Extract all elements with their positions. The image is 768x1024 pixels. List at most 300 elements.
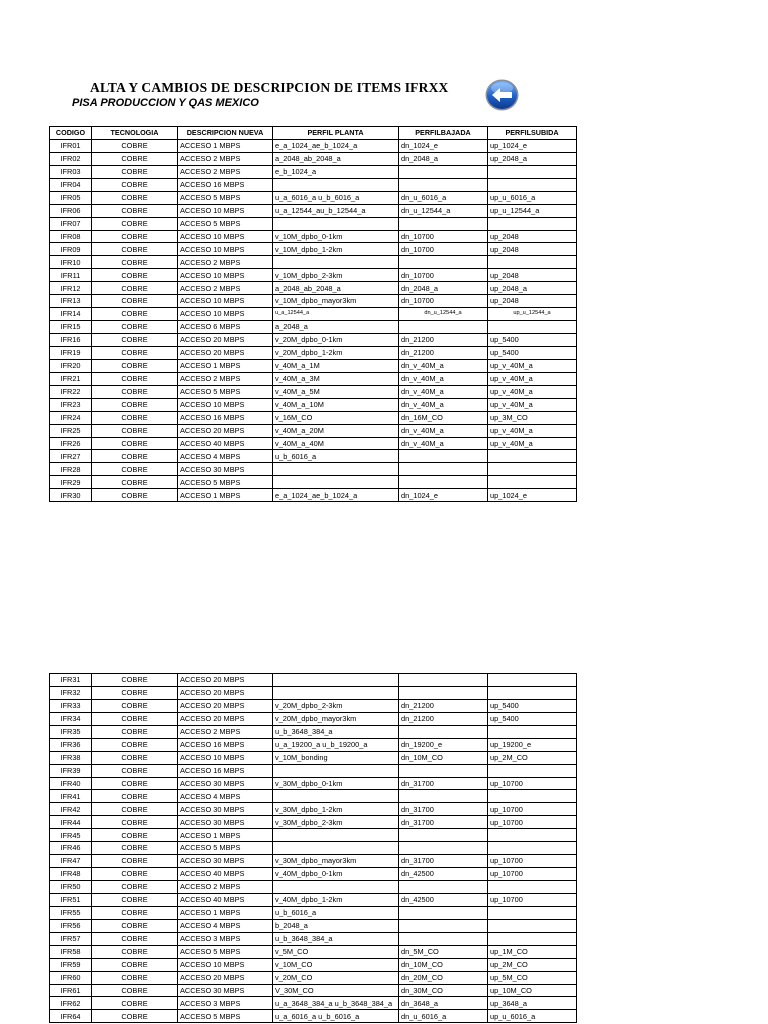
cell-codigo: IFR40 [50,777,92,790]
cell-tecnologia: COBRE [92,881,178,894]
cell-descripcion: ACCESO 10 MBPS [178,958,273,971]
cell-tecnologia: COBRE [92,411,178,424]
cell-perfil-planta: u_b_6016_a [273,450,399,463]
cell-perfil-planta [273,842,399,855]
cell-descripcion: ACCESO 6 MBPS [178,321,273,334]
table-row [50,398,577,411]
cell-tecnologia: COBRE [92,191,178,204]
cell-descripcion: ACCESO 4 MBPS [178,790,273,803]
cell-perfil-bajada: dn_21200 [399,334,488,347]
cell-tecnologia: COBRE [92,230,178,243]
cell-perfil-planta: e_b_1024_a [273,165,399,178]
cell-perfil-bajada [399,842,488,855]
cell-descripcion: ACCESO 3 MBPS [178,932,273,945]
cell-descripcion: ACCESO 3 MBPS [178,997,273,1010]
cell-descripcion: ACCESO 10 MBPS [178,295,273,308]
cell-perfil-bajada: dn_31700 [399,816,488,829]
cell-perfil-subida [488,476,577,489]
cell-perfil-bajada [399,165,488,178]
cell-perfil-subida: up_3648_a [488,997,577,1010]
cell-perfil-planta: v_20M_CO [273,971,399,984]
cell-perfil-planta: v_20M_dpbo_1-2km [273,346,399,359]
cell-tecnologia: COBRE [92,816,178,829]
cell-perfil-subida: up_2048 [488,269,577,282]
cell-perfil-planta: v_5M_CO [273,945,399,958]
cell-perfil-planta [273,686,399,699]
cell-descripcion: ACCESO 30 MBPS [178,463,273,476]
cell-tecnologia: COBRE [92,295,178,308]
cell-codigo: IFR25 [50,424,92,437]
table-row [50,725,577,738]
cell-perfil-bajada: dn_10700 [399,243,488,256]
table-row [50,243,577,256]
cell-descripcion: ACCESO 20 MBPS [178,699,273,712]
cell-perfil-planta: u_a_12544_au_b_12544_a [273,204,399,217]
table-row [50,855,577,868]
cell-perfil-subida [488,450,577,463]
table-row [50,790,577,803]
cell-codigo: IFR45 [50,829,92,842]
cell-tecnologia: COBRE [92,686,178,699]
cell-codigo: IFR27 [50,450,92,463]
cell-perfil-bajada: dn_2048_a [399,282,488,295]
cell-tecnologia: COBRE [92,165,178,178]
cell-perfil-subida: up_10700 [488,893,577,906]
cell-perfil-planta: v_10M_dpbo_0-1km [273,230,399,243]
cell-descripcion: ACCESO 2 MBPS [178,881,273,894]
cell-perfil-bajada [399,725,488,738]
cell-perfil-planta: v_30M_dpbo_0-1km [273,777,399,790]
table-row [50,919,577,932]
cell-tecnologia: COBRE [92,699,178,712]
cell-codigo: IFR47 [50,855,92,868]
table-row [50,165,577,178]
cell-perfil-bajada [399,881,488,894]
back-button[interactable] [484,78,520,112]
cell-perfil-bajada: dn_v_40M_a [399,372,488,385]
cell-tecnologia: COBRE [92,450,178,463]
cell-perfil-planta: v_40M_a_5M [273,385,399,398]
cell-perfil-bajada: dn_u_6016_a [399,1010,488,1023]
cell-codigo: IFR19 [50,346,92,359]
cell-codigo: IFR05 [50,191,92,204]
back-arrow-icon [484,78,520,112]
cell-perfil-planta: u_a_3648_384_a u_b_3648_384_a [273,997,399,1010]
cell-descripcion: ACCESO 2 MBPS [178,152,273,165]
cell-descripcion: ACCESO 30 MBPS [178,777,273,790]
cell-perfil-subida: up_2048 [488,230,577,243]
cell-perfil-planta [273,764,399,777]
cell-descripcion: ACCESO 10 MBPS [178,204,273,217]
cell-perfil-planta: v_10M_dpbo_2-3km [273,269,399,282]
cell-descripcion: ACCESO 40 MBPS [178,437,273,450]
cell-tecnologia: COBRE [92,269,178,282]
cell-descripcion: ACCESO 1 MBPS [178,906,273,919]
cell-perfil-planta [273,790,399,803]
cell-perfil-subida: up_2048_a [488,152,577,165]
cell-perfil-subida [488,764,577,777]
cell-tecnologia: COBRE [92,751,178,764]
cell-descripcion: ACCESO 20 MBPS [178,674,273,687]
cell-descripcion: ACCESO 5 MBPS [178,1010,273,1023]
header-perfil-planta: PERFIL PLANTA [273,127,399,140]
cell-tecnologia: COBRE [92,945,178,958]
cell-descripcion: ACCESO 30 MBPS [178,984,273,997]
cell-codigo: IFR33 [50,699,92,712]
cell-perfil-subida [488,165,577,178]
cell-perfil-subida: up_v_40M_a [488,398,577,411]
cell-perfil-bajada: dn_21200 [399,699,488,712]
cell-perfil-subida: up_u_12544_a [488,204,577,217]
cell-tecnologia: COBRE [92,489,178,502]
cell-codigo: IFR09 [50,243,92,256]
table-row [50,803,577,816]
cell-descripcion: ACCESO 20 MBPS [178,712,273,725]
cell-descripcion: ACCESO 20 MBPS [178,971,273,984]
cell-perfil-bajada: dn_u_6016_a [399,191,488,204]
table-row [50,424,577,437]
table-row [50,437,577,450]
cell-descripcion: ACCESO 10 MBPS [178,269,273,282]
cell-perfil-planta: v_30M_dpbo_mayor3km [273,855,399,868]
cell-tecnologia: COBRE [92,139,178,152]
cell-descripcion: ACCESO 5 MBPS [178,842,273,855]
cell-tecnologia: COBRE [92,919,178,932]
cell-tecnologia: COBRE [92,777,178,790]
cell-perfil-bajada: dn_u_12544_a [399,308,488,321]
document-subtitle: PISA PRODUCCION Y QAS MEXICO [72,97,259,109]
cell-tecnologia: COBRE [92,437,178,450]
cell-perfil-bajada: dn_31700 [399,855,488,868]
cell-perfil-subida [488,932,577,945]
cell-perfil-bajada: dn_v_40M_a [399,424,488,437]
cell-codigo: IFR07 [50,217,92,230]
cell-descripcion: ACCESO 5 MBPS [178,945,273,958]
table-row [50,868,577,881]
cell-perfil-planta: v_10M_dpbo_1-2km [273,243,399,256]
cell-perfil-subida [488,790,577,803]
cell-perfil-subida: up_2048_a [488,282,577,295]
cell-tecnologia: COBRE [92,463,178,476]
cell-perfil-subida: up_10700 [488,816,577,829]
cell-perfil-planta [273,178,399,191]
cell-tecnologia: COBRE [92,1010,178,1023]
table-row [50,463,577,476]
cell-descripcion: ACCESO 2 MBPS [178,372,273,385]
cell-tecnologia: COBRE [92,764,178,777]
cell-perfil-bajada [399,829,488,842]
cell-perfil-subida: up_10700 [488,777,577,790]
cell-perfil-bajada: dn_v_40M_a [399,385,488,398]
cell-tecnologia: COBRE [92,217,178,230]
cell-perfil-planta: v_16M_CO [273,411,399,424]
cell-codigo: IFR30 [50,489,92,502]
table-row [50,256,577,269]
cell-codigo: IFR32 [50,686,92,699]
table-row [50,984,577,997]
cell-descripcion: ACCESO 4 MBPS [178,919,273,932]
cell-perfil-subida: up_19200_e [488,738,577,751]
cell-perfil-subida: up_10700 [488,868,577,881]
cell-descripcion: ACCESO 10 MBPS [178,230,273,243]
cell-perfil-planta [273,674,399,687]
cell-perfil-subida: up_5400 [488,346,577,359]
cell-descripcion: ACCESO 2 MBPS [178,256,273,269]
cell-tecnologia: COBRE [92,178,178,191]
cell-perfil-planta: v_40M_a_3M [273,372,399,385]
cell-perfil-bajada: dn_31700 [399,803,488,816]
table-row [50,932,577,945]
table-row [50,191,577,204]
table-row [50,152,577,165]
table-row [50,945,577,958]
cell-perfil-subida: up_v_40M_a [488,424,577,437]
cell-perfil-planta [273,476,399,489]
cell-perfil-planta: v_30M_dpbo_1-2km [273,803,399,816]
cell-perfil-planta: v_10M_bonding [273,751,399,764]
cell-perfil-planta: a_2048_a [273,321,399,334]
cell-tecnologia: COBRE [92,997,178,1010]
cell-tecnologia: COBRE [92,738,178,751]
cell-perfil-planta: v_40M_a_20M [273,424,399,437]
cell-perfil-subida: up_v_40M_a [488,385,577,398]
cell-perfil-subida: up_5400 [488,334,577,347]
cell-codigo: IFR24 [50,411,92,424]
cell-codigo: IFR50 [50,881,92,894]
table-row [50,385,577,398]
table-row [50,334,577,347]
cell-perfil-subida [488,321,577,334]
cell-codigo: IFR23 [50,398,92,411]
table-row [50,958,577,971]
cell-perfil-subida: up_5400 [488,712,577,725]
cell-codigo: IFR14 [50,308,92,321]
table-row [50,712,577,725]
cell-descripcion: ACCESO 2 MBPS [178,282,273,295]
cell-descripcion: ACCESO 40 MBPS [178,868,273,881]
cell-perfil-bajada [399,217,488,230]
table-row [50,997,577,1010]
cell-perfil-planta [273,829,399,842]
cell-descripcion: ACCESO 20 MBPS [178,424,273,437]
table-header-row [50,127,577,140]
cell-tecnologia: COBRE [92,385,178,398]
header-perfil-bajada: PERFILBAJADA [399,127,488,140]
cell-perfil-bajada: dn_10M_CO [399,751,488,764]
cell-perfil-planta: v_20M_dpbo_mayor3km [273,712,399,725]
cell-tecnologia: COBRE [92,282,178,295]
cell-perfil-planta: v_10M_CO [273,958,399,971]
cell-codigo: IFR44 [50,816,92,829]
table-row [50,372,577,385]
cell-tecnologia: COBRE [92,790,178,803]
cell-descripcion: ACCESO 10 MBPS [178,243,273,256]
table-row [50,1010,577,1023]
cell-perfil-subida: up_2M_CO [488,958,577,971]
cell-tecnologia: COBRE [92,321,178,334]
cell-perfil-subida: up_v_40M_a [488,359,577,372]
cell-perfil-bajada: dn_19200_e [399,738,488,751]
table-row [50,308,577,321]
cell-codigo: IFR12 [50,282,92,295]
cell-tecnologia: COBRE [92,398,178,411]
cell-codigo: IFR36 [50,738,92,751]
cell-perfil-planta [273,256,399,269]
cell-descripcion: ACCESO 40 MBPS [178,893,273,906]
cell-tecnologia: COBRE [92,842,178,855]
cell-perfil-subida: up_u_12544_a [488,308,577,321]
table-row [50,139,577,152]
cell-codigo: IFR64 [50,1010,92,1023]
cell-perfil-planta: V_30M_CO [273,984,399,997]
table-row [50,686,577,699]
cell-perfil-planta: u_a_6016_a u_b_6016_a [273,1010,399,1023]
cell-descripcion: ACCESO 5 MBPS [178,476,273,489]
cell-descripcion: ACCESO 1 MBPS [178,359,273,372]
table-row [50,269,577,282]
cell-perfil-planta [273,463,399,476]
cell-perfil-subida [488,842,577,855]
cell-tecnologia: COBRE [92,893,178,906]
cell-descripcion: ACCESO 16 MBPS [178,738,273,751]
cell-codigo: IFR28 [50,463,92,476]
cell-perfil-bajada [399,906,488,919]
cell-descripcion: ACCESO 1 MBPS [178,829,273,842]
cell-perfil-bajada: dn_v_40M_a [399,398,488,411]
cell-codigo: IFR21 [50,372,92,385]
table-row [50,674,577,687]
cell-codigo: IFR51 [50,893,92,906]
cell-perfil-bajada: dn_1024_e [399,139,488,152]
table-row [50,893,577,906]
table-row [50,346,577,359]
cell-perfil-subida [488,256,577,269]
cell-codigo: IFR42 [50,803,92,816]
table-row [50,881,577,894]
header-descripcion: DESCRIPCION NUEVA [178,127,273,140]
cell-codigo: IFR61 [50,984,92,997]
cell-descripcion: ACCESO 10 MBPS [178,751,273,764]
table-row [50,295,577,308]
table-row [50,971,577,984]
cell-codigo: IFR38 [50,751,92,764]
cell-perfil-bajada: dn_42500 [399,868,488,881]
cell-perfil-bajada: dn_10M_CO [399,958,488,971]
cell-descripcion: ACCESO 5 MBPS [178,191,273,204]
cell-descripcion: ACCESO 30 MBPS [178,855,273,868]
cell-perfil-bajada [399,476,488,489]
cell-descripcion: ACCESO 2 MBPS [178,165,273,178]
cell-perfil-planta: v_40M_a_1M [273,359,399,372]
cell-codigo: IFR06 [50,204,92,217]
cell-perfil-subida [488,829,577,842]
table-row [50,178,577,191]
cell-perfil-planta: v_20M_dpbo_2-3km [273,699,399,712]
cell-perfil-subida: up_v_40M_a [488,372,577,385]
header-codigo: CODIGO [50,127,92,140]
cell-descripcion: ACCESO 2 MBPS [178,725,273,738]
document-title: ALTA Y CAMBIOS DE DESCRIPCION DE ITEMS IFRXX [90,80,449,95]
header-perfil-subida: PERFILSUBIDA [488,127,577,140]
cell-perfil-bajada [399,764,488,777]
cell-perfil-bajada: dn_1024_e [399,489,488,502]
cell-perfil-planta: v_30M_dpbo_2-3km [273,816,399,829]
cell-codigo: IFR60 [50,971,92,984]
cell-perfil-bajada: dn_21200 [399,712,488,725]
cell-perfil-subida: up_2048 [488,243,577,256]
cell-perfil-planta [273,217,399,230]
cell-codigo: IFR11 [50,269,92,282]
table-row [50,450,577,463]
cell-perfil-bajada: dn_10700 [399,295,488,308]
table-row [50,217,577,230]
cell-perfil-bajada: dn_5M_CO [399,945,488,958]
cell-tecnologia: COBRE [92,984,178,997]
cell-tecnologia: COBRE [92,334,178,347]
cell-descripcion: ACCESO 30 MBPS [178,816,273,829]
cell-tecnologia: COBRE [92,243,178,256]
cell-perfil-bajada: dn_21200 [399,346,488,359]
cell-tecnologia: COBRE [92,725,178,738]
cell-tecnologia: COBRE [92,958,178,971]
table-row [50,751,577,764]
cell-perfil-planta: v_40M_dpbo_0-1km [273,868,399,881]
cell-perfil-subida: up_v_40M_a [488,437,577,450]
cell-codigo: IFR55 [50,906,92,919]
cell-tecnologia: COBRE [92,152,178,165]
cell-perfil-bajada [399,256,488,269]
cell-perfil-planta: a_2048_ab_2048_a [273,282,399,295]
cell-perfil-bajada: dn_10700 [399,269,488,282]
cell-tecnologia: COBRE [92,803,178,816]
cell-descripcion: ACCESO 10 MBPS [178,308,273,321]
table-row [50,489,577,502]
cell-descripcion: ACCESO 5 MBPS [178,385,273,398]
cell-codigo: IFR57 [50,932,92,945]
table-row [50,699,577,712]
cell-perfil-subida: up_5M_CO [488,971,577,984]
cell-codigo: IFR48 [50,868,92,881]
cell-perfil-subida: up_u_6016_a [488,1010,577,1023]
cell-codigo: IFR13 [50,295,92,308]
cell-perfil-subida [488,217,577,230]
cell-descripcion: ACCESO 20 MBPS [178,686,273,699]
cell-codigo: IFR15 [50,321,92,334]
cell-perfil-subida: up_u_6016_a [488,191,577,204]
cell-perfil-subida: up_2048 [488,295,577,308]
cell-codigo: IFR03 [50,165,92,178]
cell-perfil-subida: up_5400 [488,699,577,712]
cell-tecnologia: COBRE [92,868,178,881]
cell-tecnologia: COBRE [92,829,178,842]
cell-descripcion: ACCESO 5 MBPS [178,217,273,230]
cell-perfil-subida [488,686,577,699]
cell-perfil-bajada: dn_20M_CO [399,971,488,984]
cell-perfil-planta: u_b_3648_384_a [273,725,399,738]
table-row [50,764,577,777]
cell-tecnologia: COBRE [92,308,178,321]
cell-perfil-planta: b_2048_a [273,919,399,932]
cell-perfil-bajada [399,919,488,932]
cell-perfil-bajada [399,790,488,803]
cell-perfil-subida [488,463,577,476]
cell-codigo: IFR58 [50,945,92,958]
cell-codigo: IFR35 [50,725,92,738]
header-tecnologia: TECNOLOGIA [92,127,178,140]
cell-tecnologia: COBRE [92,476,178,489]
cell-descripcion: ACCESO 1 MBPS [178,139,273,152]
cell-perfil-planta: u_a_12544_a [273,308,399,321]
